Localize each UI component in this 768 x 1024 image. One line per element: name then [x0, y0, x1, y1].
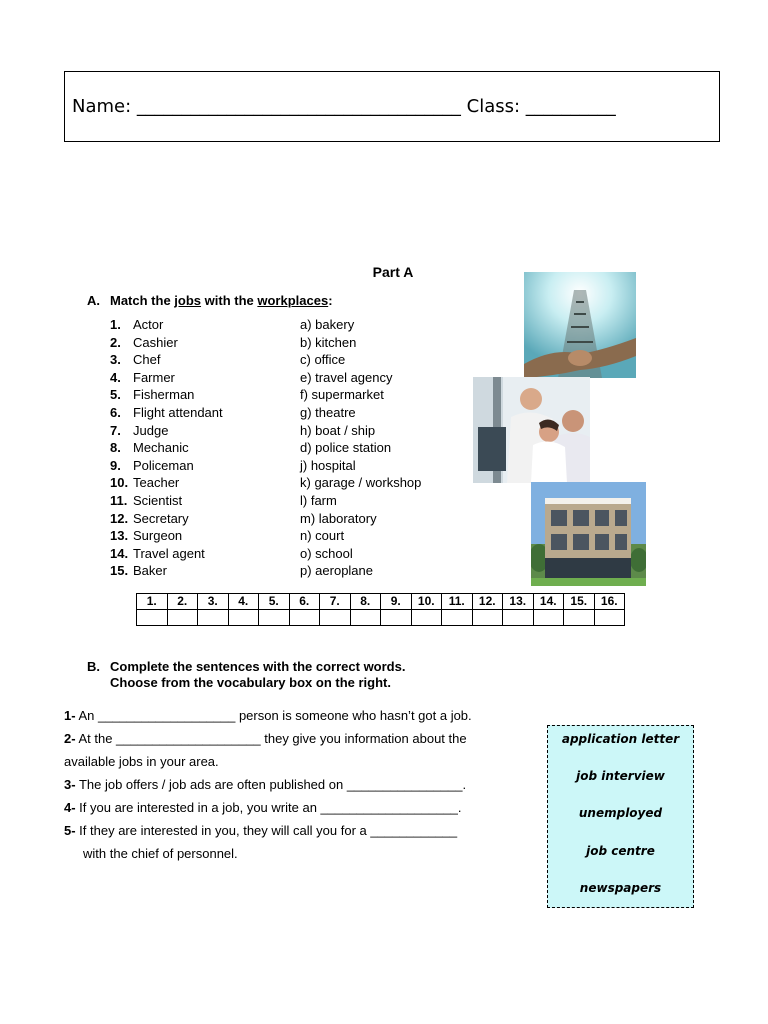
list-item: 5. Fisherman [110, 387, 195, 403]
list-item: a) bakery [300, 317, 355, 332]
building-image [531, 482, 646, 586]
list-item: 15. Baker [110, 563, 167, 579]
list-item: 13. Surgeon [110, 528, 183, 544]
list-item: 10. Teacher [110, 475, 180, 491]
list-item: 8. Mechanic [110, 440, 189, 456]
grid-number: 6. [289, 594, 320, 610]
name-blank[interactable]: ____________________________________ [136, 96, 461, 117]
answer-cell[interactable] [228, 610, 259, 626]
list-item: p) aeroplane [300, 563, 373, 579]
office-workers-image [473, 377, 590, 483]
answer-cell[interactable] [442, 610, 473, 626]
answer-cell[interactable] [411, 610, 442, 626]
section-b-letter: B. [87, 659, 100, 674]
answer-cell[interactable] [350, 610, 381, 626]
grid-number: 16. [594, 594, 625, 610]
answer-cell[interactable] [320, 610, 351, 626]
sentence: 1- An ___________________ person is someone who hasn’t got a job. [64, 708, 472, 723]
sentence: 4- If you are interested in a job, you write an ___________________. [64, 800, 462, 815]
sentence: 2- At the ____________________ they give you information about the [64, 731, 467, 746]
sentence: 5- If they are interested in you, they will call you for a ____________ [64, 823, 458, 838]
answer-cell[interactable] [259, 610, 290, 626]
list-item: k) garage / workshop [300, 475, 422, 491]
section-a-colon: : [328, 293, 333, 308]
list-item: 1. Actor [110, 317, 164, 332]
section-b-line-1: Complete the sentences with the correct words. [110, 659, 406, 674]
answer-cell[interactable] [167, 610, 198, 626]
list-item: 2. Cashier [110, 334, 178, 350]
answer-cell[interactable] [198, 610, 229, 626]
class-blank[interactable]: __________ [525, 96, 616, 117]
answer-cell[interactable] [472, 610, 503, 626]
sentences-list [64, 704, 534, 865]
vocab-word: job centre [586, 844, 655, 858]
section-b-heading [87, 659, 405, 691]
section-a-heading [87, 293, 333, 308]
name-label: Name: [72, 96, 132, 117]
sentence: 3- The job offers / job ads are often published on ________________. [64, 777, 467, 792]
answer-grid-header-row [137, 594, 625, 610]
list-item: 11. Scientist [110, 492, 183, 508]
list-item: l) farm [300, 492, 337, 508]
list-item: g) theatre [300, 404, 356, 420]
list-item: m) laboratory [300, 510, 377, 526]
list-item: j) hospital [300, 457, 356, 473]
grid-number: 1. [137, 594, 168, 610]
vocab-word: newspapers [579, 881, 662, 895]
list-item: f) supermarket [300, 387, 384, 403]
answer-cell[interactable] [137, 610, 168, 626]
jobs-word: jobs [174, 293, 202, 308]
list-item: 3. Chef [110, 352, 161, 368]
section-a-text: Match the [110, 293, 175, 308]
list-item: 4. Farmer [110, 369, 175, 385]
list-item: 12. Secretary [110, 510, 189, 526]
section-a-letter: A. [87, 293, 100, 308]
answer-cell[interactable] [381, 610, 412, 626]
section-b-line-2: Choose from the vocabulary box on the right. [110, 675, 391, 690]
grid-number: 11. [442, 594, 473, 610]
grid-number: 9. [381, 594, 412, 610]
answer-cell[interactable] [503, 610, 534, 626]
grid-number: 4. [228, 594, 259, 610]
answer-cell[interactable] [533, 610, 564, 626]
answer-cell[interactable] [564, 610, 595, 626]
sentence-continuation: with the chief of personnel. [83, 846, 238, 861]
vocabulary-box [547, 725, 694, 908]
grid-number: 8. [350, 594, 381, 610]
sentence-continuation: available jobs in your area. [64, 754, 219, 769]
list-item: c) office [300, 352, 346, 368]
grid-number: 5. [259, 594, 290, 610]
jobs-list [110, 316, 223, 580]
list-item: n) court [300, 528, 345, 544]
grid-number: 14. [533, 594, 564, 610]
list-item: o) school [300, 545, 353, 561]
grid-number: 13. [503, 594, 534, 610]
list-item: 9. Policeman [110, 457, 194, 473]
vocab-word: job interview [576, 769, 665, 783]
grid-number: 15. [564, 594, 595, 610]
answer-cell[interactable] [594, 610, 625, 626]
list-item: e) travel agency [300, 369, 393, 385]
answer-grid [136, 593, 625, 626]
list-item: 7. Judge [110, 422, 169, 438]
list-item: 6. Flight attendant [110, 404, 223, 420]
list-item: h) boat / ship [300, 422, 376, 438]
grid-number: 2. [167, 594, 198, 610]
workplaces-list [300, 316, 421, 580]
vocab-word: unemployed [578, 806, 663, 820]
list-item: d) police station [300, 440, 392, 456]
ladder-handshake-image [524, 272, 636, 378]
list-item: b) kitchen [300, 334, 357, 350]
workplaces-word: workplaces [257, 293, 329, 308]
answer-grid-input-row [137, 610, 625, 626]
grid-number: 12. [472, 594, 503, 610]
part-title: Part A [372, 264, 414, 280]
section-a-text-2: with the [201, 293, 258, 308]
list-item: 14. Travel agent [110, 545, 205, 561]
grid-number: 3. [198, 594, 229, 610]
student-info-line [72, 96, 616, 117]
answer-cell[interactable] [289, 610, 320, 626]
grid-number: 7. [320, 594, 351, 610]
class-label: Class: [466, 96, 521, 117]
grid-number: 10. [411, 594, 442, 610]
vocab-word: application letter [561, 732, 680, 746]
